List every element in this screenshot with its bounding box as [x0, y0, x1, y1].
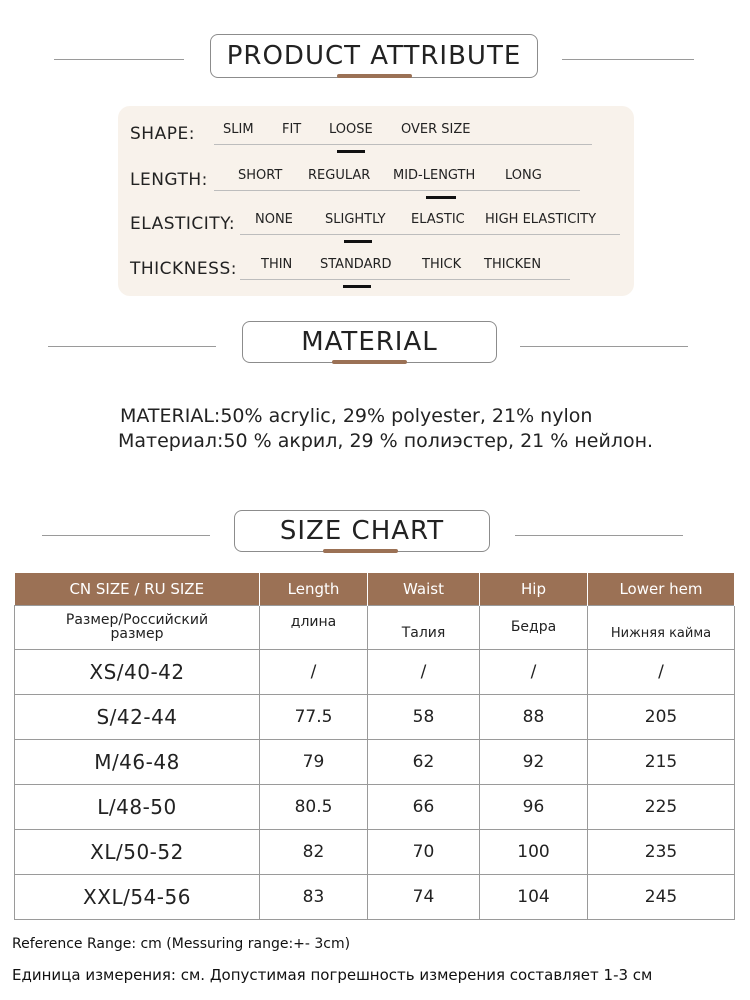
hem-cell: 215 — [588, 739, 735, 784]
length-cell: 77.5 — [260, 694, 368, 739]
attr-rule — [240, 279, 570, 280]
table-row — [15, 874, 735, 919]
attr-option: SLIM — [223, 122, 254, 137]
title-accent-bar — [323, 549, 398, 553]
header-hem: Lower hem — [588, 573, 735, 605]
hem-cell: 205 — [588, 694, 735, 739]
table-header-ru-row — [15, 605, 735, 649]
waist-cell: 70 — [368, 829, 480, 874]
header-waist: Waist — [368, 573, 480, 605]
hem-cell: 245 — [588, 874, 735, 919]
attr-rule — [214, 144, 592, 145]
material-header — [0, 321, 750, 371]
attr-option: ELASTIC — [411, 212, 465, 227]
size-cell: XXL/54-56 — [15, 874, 260, 919]
attr-option-selected: MID-LENGTH — [393, 168, 476, 183]
table-row — [15, 694, 735, 739]
attr-option: THICK — [422, 257, 462, 272]
header-length: Length — [260, 573, 368, 605]
attr-row-length — [118, 166, 634, 196]
waist-cell: 74 — [368, 874, 480, 919]
section-title: SIZE CHART — [234, 510, 490, 552]
title-accent-bar — [337, 74, 412, 78]
hip-cell: 104 — [480, 874, 588, 919]
selected-marker — [344, 240, 372, 243]
attr-option: SHORT — [238, 168, 283, 183]
divider-left — [48, 346, 216, 347]
attr-option-selected: STANDARD — [320, 257, 392, 272]
attr-rule — [240, 234, 620, 235]
hip-cell: 88 — [480, 694, 588, 739]
attr-label: SHAPE: — [130, 124, 195, 144]
header-ru-hem: Нижняя кайма — [588, 605, 735, 649]
table-row — [15, 784, 735, 829]
selected-marker — [426, 196, 456, 199]
size-cell: L/48-50 — [15, 784, 260, 829]
attr-option: REGULAR — [308, 168, 371, 183]
divider-left — [54, 59, 184, 60]
attr-row-elasticity — [118, 210, 634, 240]
waist-cell: 58 — [368, 694, 480, 739]
attr-option: LONG — [505, 168, 542, 183]
title-accent-bar — [332, 360, 407, 364]
hip-cell: 100 — [480, 829, 588, 874]
hip-cell: 96 — [480, 784, 588, 829]
header-ru-waist: Талия — [368, 605, 480, 649]
attr-label: ELASTICITY: — [130, 214, 236, 234]
section-title: PRODUCT ATTRIBUTE — [210, 34, 538, 78]
attr-label: THICKNESS: — [130, 259, 237, 279]
hem-cell: 235 — [588, 829, 735, 874]
length-cell: 80.5 — [260, 784, 368, 829]
divider-right — [520, 346, 688, 347]
table-header-row — [15, 573, 735, 605]
attr-row-shape — [118, 120, 634, 150]
attr-option: HIGH ELASTICITY — [485, 212, 597, 227]
divider-left — [42, 535, 210, 536]
size-chart-table — [14, 573, 735, 920]
header-ru-length: длина — [260, 605, 368, 649]
selected-marker — [337, 150, 365, 153]
size-cell: XS/40-42 — [15, 649, 260, 694]
attr-label: LENGTH: — [130, 170, 208, 190]
attr-option-selected: LOOSE — [329, 122, 373, 137]
table-row — [15, 829, 735, 874]
attribute-panel — [118, 106, 634, 296]
hip-cell: 92 — [480, 739, 588, 784]
selected-marker — [343, 285, 371, 288]
header-ru-size: Размер/Российский размер — [15, 605, 260, 649]
attr-option: OVER SIZE — [401, 122, 471, 137]
reference-note: Reference Range: cm (Messuring range:+- 3cm) — [12, 936, 351, 952]
length-cell: 82 — [260, 829, 368, 874]
divider-right — [562, 59, 694, 60]
size-chart-header — [0, 510, 750, 560]
header-hip: Hip — [480, 573, 588, 605]
size-cell: XL/50-52 — [15, 829, 260, 874]
waist-cell: 66 — [368, 784, 480, 829]
hip-cell: / — [480, 649, 588, 694]
attr-option: THICKEN — [484, 257, 542, 272]
attr-option: NONE — [255, 212, 293, 227]
length-cell: 79 — [260, 739, 368, 784]
hem-cell: / — [588, 649, 735, 694]
table-row — [15, 649, 735, 694]
attr-rule — [214, 190, 580, 191]
size-cell: M/46-48 — [15, 739, 260, 784]
waist-cell: 62 — [368, 739, 480, 784]
reference-note-ru: Единица измерения: см. Допустимая погрешность измерения составляет 1-3 см — [12, 966, 653, 984]
table-row — [15, 739, 735, 784]
attr-option-selected: SLIGHTLY — [325, 212, 386, 227]
section-title: MATERIAL — [242, 321, 497, 363]
header-ru-hip: Бедра — [480, 605, 588, 649]
length-cell: / — [260, 649, 368, 694]
divider-right — [515, 535, 683, 536]
hem-cell: 225 — [588, 784, 735, 829]
attr-option: FIT — [282, 122, 302, 137]
header-size: CN SIZE / RU SIZE — [15, 573, 260, 605]
size-cell: S/42-44 — [15, 694, 260, 739]
product-attribute-header — [0, 34, 750, 84]
material-english: MATERIAL:50% acrylic, 29% polyester, 21% nylon — [120, 405, 593, 427]
length-cell: 83 — [260, 874, 368, 919]
attr-option: THIN — [261, 257, 293, 272]
material-russian: Материал:50 % акрил, 29 % полиэстер, 21 % нейлон. — [118, 430, 654, 452]
attr-row-thickness — [118, 255, 634, 285]
waist-cell: / — [368, 649, 480, 694]
